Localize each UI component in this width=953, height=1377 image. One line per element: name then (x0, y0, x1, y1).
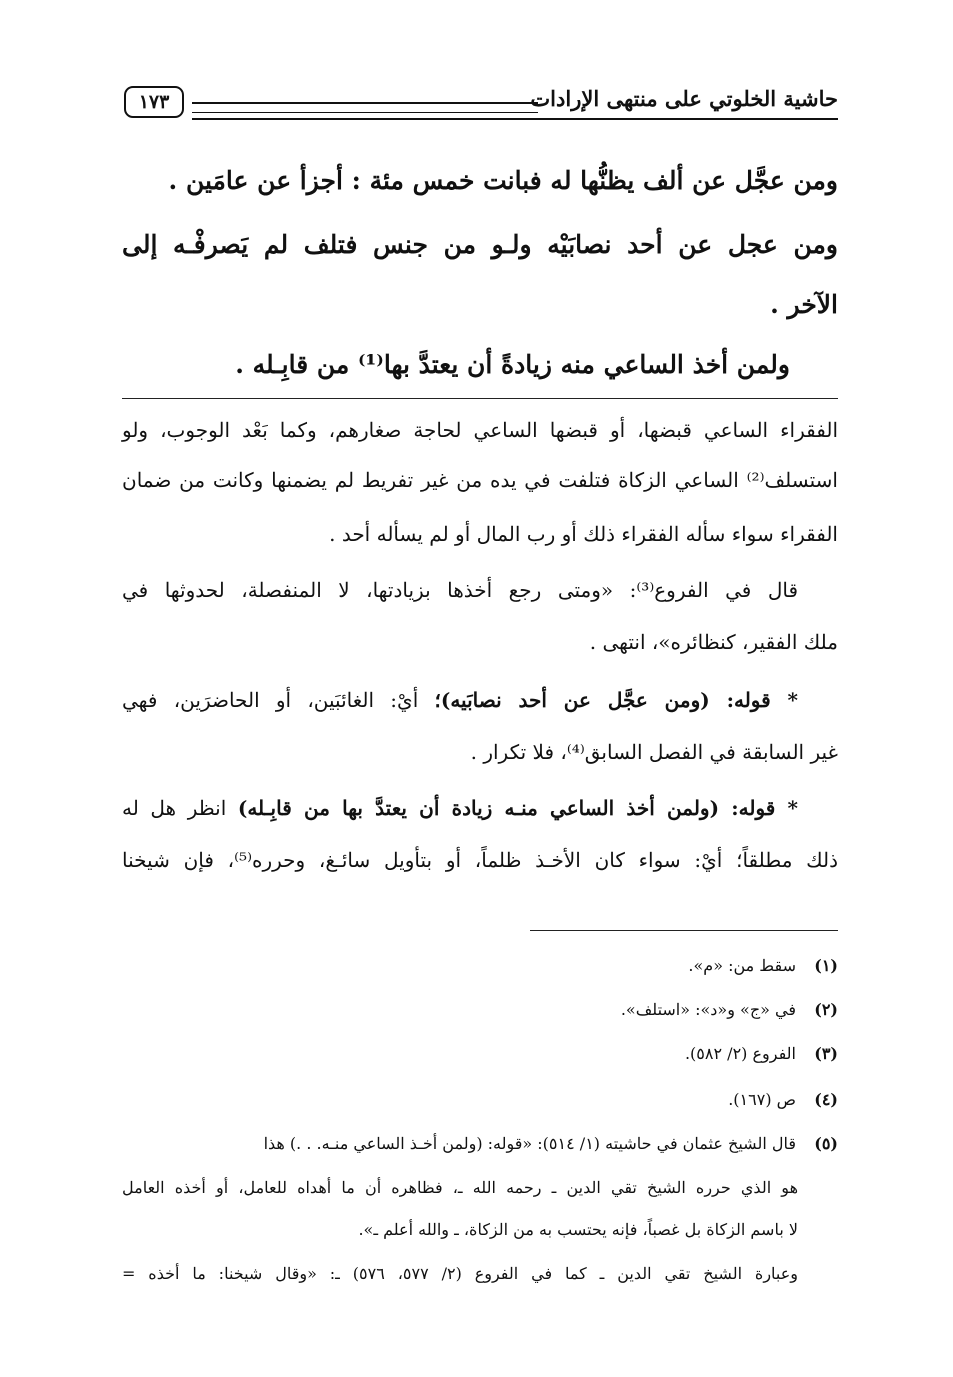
footnote-number: (٥) (814, 1134, 838, 1153)
footnote-5 (122, 1134, 838, 1153)
commentary-p3-line2: غير السابقة في الفصل السابق⁽⁴⁾، فلا تكرار . (470, 740, 838, 764)
footnote-1 (122, 956, 838, 975)
commentary-p4-line1 (122, 796, 838, 820)
commentary-p4-rest: انظر هل له (122, 796, 238, 820)
footnote-5-line-2: هو الذي حرره الشيخ تقي الدين ـ رحمه الله ـ، فظاهره أن ما أهداه للعامل، أو أخذه العامل (122, 1178, 799, 1197)
commentary-p4-lead: * قوله: (ولمن أخذ الساعي منـه زيادة أن يعتدَّ بها من قابِـله) (237, 796, 798, 820)
section-divider (122, 398, 838, 399)
commentary-p3-lead: * قوله: (ومن عجَّل عن أحد نصابَيه)؛ (434, 688, 798, 712)
matn-line-4: ولمن أخذ الساعي منه زيادةً أن يعتدَّ بها⁽¹⁾ من قابِـله . (235, 350, 790, 379)
footnote-number: (٢) (814, 1000, 838, 1019)
matn-line-3: الآخر . (770, 290, 838, 319)
page-number: ١٧٣ (124, 86, 184, 118)
footnote-2 (122, 1000, 838, 1019)
book-title: حاشية الخلوتي على منتهى الإرادات (530, 86, 838, 111)
commentary-p2-line1: قال في الفروع⁽³⁾: «ومتى رجع أخذها بزيادتها، لا المنفصلة، لحدوثها في (122, 578, 799, 602)
footnote-text: الفروع (٢/ ٥٨٢). (684, 1044, 796, 1063)
footnote-4 (122, 1090, 838, 1109)
commentary-p2-line2: ملك الفقير، كنظائره»، انتهى . (589, 630, 838, 654)
running-header (122, 84, 838, 132)
commentary-p1-line1: الفقراء الساعي قبضها، أو قبضها الساعي لحاجة صغارهم، وكما بَعْد الوجوب، ولو (122, 418, 838, 442)
footnote-text: قال الشيخ عثمان في حاشيته (١/ ٥١٤): «قوله: (ولمن أخـذ الساعي منـه. . .) هذا (263, 1134, 796, 1153)
footnote-number: (٤) (814, 1090, 838, 1109)
header-rule (192, 118, 838, 120)
footnote-5-line-3: لا باسم الزكاة بل غصباً، فإنه يحتسب به من الزكاة، ـ والله أعلم ـ». (358, 1220, 798, 1239)
commentary-p1-line3: الفقراء سواء سأله الفقراء ذلك أو رب المال أو لم يسأله أحد . (329, 522, 838, 546)
header-rule-double (192, 102, 538, 113)
commentary-p4-line2: ذلك مطلقاً؛ أيْ: سواء كان الأخـذ ظلماً، أو بتأويل سائـغ، وحرره⁽⁵⁾، فإن شيخنا (122, 848, 839, 872)
commentary-p1-line2: استسلف⁽²⁾ الساعي الزكاة فتلفت في يده من غير تفريط لم يضمنها وكانت من ضمان (122, 468, 838, 492)
footnote-3 (122, 1044, 838, 1063)
footnote-number: (١) (814, 956, 838, 975)
footnote-text: في «ج» و«د»: «استلف». (620, 1000, 796, 1019)
matn-line-2: ومن عجل عن أحد نصابَيْه ولـو من جنس فتلف لم يَصرفْـه إلى (122, 230, 838, 259)
matn-line-1: ومن عجَّل عن ألف يظنُّها له فبانت خمس مئة : أجزأ عن عامَين . (168, 166, 838, 195)
commentary-p3-line1 (122, 688, 838, 712)
footnote-number: (٣) (814, 1044, 838, 1063)
commentary-p3-rest: أيْ: الغائبَين، أو الحاضرَين، فهي (122, 688, 435, 712)
footnote-text: سقط من: «م». (688, 956, 796, 975)
footnote-5-line-4: وعبارة الشيخ تقي الدين ـ كما في الفروع (٢/ ٥٧٧، ٥٧٦) ـ: «وقال شيخنا: ما أخذه = (122, 1264, 799, 1283)
footnote-text: ص (١٦٧). (728, 1090, 796, 1109)
footnote-divider (530, 930, 838, 931)
